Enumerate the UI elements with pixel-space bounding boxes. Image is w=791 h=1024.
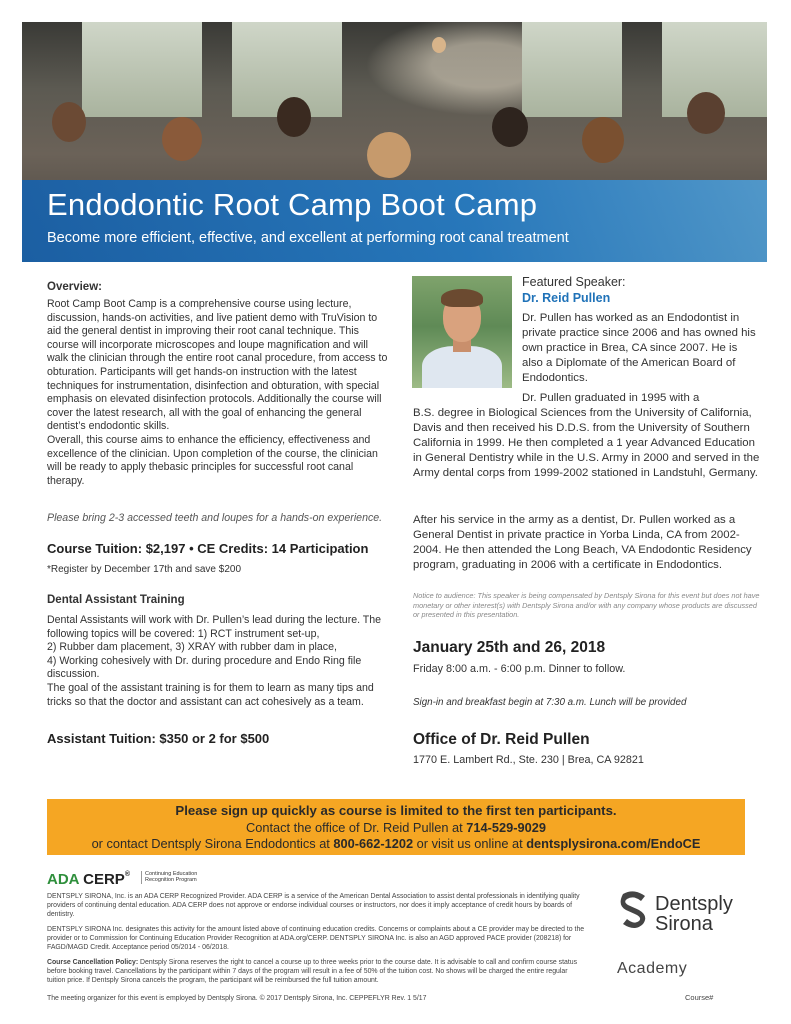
cerp-disclaimer: DENTSPLY SIRONA, Inc. is an ADA CERP Recognized Provider. ADA CERP is a service of the American Dental Association to assist dental professionals in identifying quality providers of continuing dental education. ADA CERP does not approve or endorse individual courses or instructors, nor does it imply acceptance of credit hours by boards of dentistry.: [47, 893, 580, 918]
office-phone[interactable]: 714-529-9029: [466, 819, 546, 835]
website-link[interactable]: dentsplysirona.com/EndoCE: [526, 836, 701, 851]
bring-note: Please bring 2-3 accessed teeth and loupes for a hands-on experience.: [47, 512, 383, 524]
speaker-notice: Notice to audience: This speaker is being compensated by Dentsply Sirona for this event but does not have monetary or other interest(s) with Dentsply Sirona and/or with any company whose products are discussed or presented in this presentation.: [413, 591, 760, 619]
ada-program-label: [141, 871, 197, 884]
attendee: [582, 117, 624, 163]
brand-name: [655, 894, 733, 934]
assistant-heading: Dental Assistant Training: [47, 594, 185, 606]
attendee: [687, 92, 725, 134]
overview-text: [47, 298, 392, 488]
speaker-bio-3: After his service in the army as a dentist, Dr. Pullen worked as a General Dentist in private practice in Yorba Linda, CA from 2002-2004. He then attended the Long Beach, VA Endodontic Residency program, graduating in 2006 with a certificate in Endodontics.: [413, 514, 752, 571]
speaker-bio-1: Dr. Pullen has worked as an Endodontist in private practice since 2006 and has owned his own practice in Brea, CA since 2007. He is also a Diplomate of the American Board of Endodontics.: [522, 312, 756, 384]
hero-banner: [22, 22, 767, 262]
ada-small-line-2: Recognition Program: [145, 877, 197, 884]
event-signin: Sign-in and breakfast begin at 7:30 a.m. Lunch will be provided: [413, 697, 687, 708]
registered-mark: ®: [124, 871, 130, 878]
brand-line-1: Dentsply: [655, 893, 733, 915]
academy-label: Academy: [617, 960, 688, 977]
event-venue: Office of Dr. Reid Pullen: [413, 731, 590, 748]
contact-text-3: or visit us online at: [413, 836, 527, 851]
attendee: [277, 97, 311, 137]
event-time: Friday 8:00 a.m. - 6:00 p.m. Dinner to follow.: [413, 663, 626, 675]
course-tuition: Course Tuition: $2,197 • CE Credits: 14 Participation: [47, 541, 369, 556]
speaker-bio-2b: B.S. degree in Biological Sciences from the University of California, Davis and then received his D.D.S. from the University of Southern California in 1999. He then completed a 1 year Advanced Education in General Dentistry while in the U.S. Army in 2000 and served in the Army dental corps from 1999-2002 stationed in Landstuhl, Germany.: [413, 407, 760, 479]
overview-body-2: Overall, this course aims to enhance the efficiency, effectiveness and excellence of the clinician. Upon completion of the course, the clinician will be ready to apply thebasic principles for successful root canal therapy.: [47, 433, 378, 487]
assistant-line-3: 4) Working cohesively with Dr. during procedure and Endo Ring file discussion.: [47, 654, 362, 681]
speaker-photo: [412, 276, 512, 388]
speaker-name: Dr. Reid Pullen: [522, 291, 611, 305]
event-address: 1770 E. Lambert Rd., Ste. 230 | Brea, CA 92821: [413, 754, 644, 766]
photo-hair: [441, 289, 483, 307]
ada-small-line-1: Continuing Education: [145, 871, 198, 877]
dentsply-sirona-logo: [617, 890, 767, 935]
assistant-line-2: 2) Rubber dam placement, 3) XRAY with rubber dam in place,: [47, 641, 337, 654]
event-date: January 25th and 26, 2018: [413, 639, 606, 656]
overview-body: Root Camp Boot Camp is a comprehensive course using lecture, discussion, hands-on activities, and live patient demo with TruVision to aid the general dentist in improving their root canal technique. This course will incorporate microscopes and loupe magnification and will walk the clinician through the entire root canal procedure, from access to obturation. Participants will get hands-on instruction with the latest techniques for instrumentation, disinfection and obturation, with special emphasis on elevated disinfection protocols. Additionally the course will cover the latest research, all with the goal of enhancing the general dentist’s endodontic skills.: [47, 298, 388, 433]
overview-heading: Overview:: [47, 281, 102, 293]
assistant-goal: The goal of the assistant training is for them to learn as many tips and tricks so that the doctor and assistant can act cohesively as a team.: [47, 681, 374, 708]
attendee: [162, 117, 202, 161]
endo-phone[interactable]: 800-662-1202: [333, 836, 414, 851]
dentsply-sirona-mark-icon: [617, 890, 651, 930]
photo-shirt: [422, 346, 502, 388]
speaker-label: Featured Speaker:: [522, 275, 626, 289]
assistant-intro: Dental Assistants will work with Dr. Pullen’s lead during the lecture. The following topics will be covered: 1) RCT instrument set-up,: [47, 614, 382, 640]
brand-line-2: Sirona: [655, 913, 713, 935]
cancellation-label: Course Cancellation Policy:: [47, 959, 139, 966]
window: [522, 22, 622, 117]
page-subtitle: Become more efficient, effective, and excellent at performing root canal treatment: [47, 230, 569, 246]
contact-line: [47, 820, 745, 837]
footer-note: The meeting organizer for this event is employed by Dentsply Sirona. © 2017 Dentsply Sirona, Inc. CEPPEFLYR Rev. 1 5/17: [47, 995, 427, 1002]
page-title: Endodontic Root Camp Boot Camp: [47, 187, 538, 222]
ada-cerp-logo: [47, 871, 130, 888]
signup-headline: Please sign up quickly as course is limited to the first ten participants.: [175, 803, 617, 818]
cerp-logo-text: CERP: [83, 871, 125, 888]
attendee: [367, 132, 411, 178]
speaker-bio-2a: Dr. Pullen graduated in 1995 with a: [522, 392, 700, 404]
cancellation-text: Dentsply Sirona reserves the right to cancel a course up to three weeks prior to the course date. It is advisable to call and confirm course status before booking travel. Cancellations by the participant within 7 days of the program will result in a fee of 50% of the tuition cost. No shows will be charged the entire regular tuition price. If Dentsply Sirona cancels the program, the participant will be reimbursed the full tuition amount.: [47, 959, 578, 984]
register-note: *Register by December 17th and save $200: [47, 564, 242, 575]
contact-text: Contact the office of Dr. Reid Pullen at: [246, 819, 467, 835]
assistant-text: [47, 614, 392, 709]
contact-line-2: [47, 836, 745, 853]
attendee: [492, 107, 528, 147]
signup-banner: [47, 799, 745, 855]
window: [82, 22, 202, 117]
contact-text-2: or contact Dentsply Sirona Endodontics at: [91, 836, 334, 851]
ada-logo-text: ADA: [47, 871, 79, 888]
course-number: Course#: [685, 993, 714, 1002]
attendee: [52, 102, 86, 142]
assistant-tuition: Assistant Tuition: $350 or 2 for $500: [47, 731, 270, 746]
ce-designation: DENTSPLY SIRONA Inc. designates this activity for the amount listed above of continuing education credits. Concerns or complaints about a CE provider may be directed to the provider or to Commission for Continuing Education Provider Recognition at ADA.org/CERP. DENTSPLY SIRONA Inc. is also an AGD approved PACE provider (208218) for FAGD/MAGD Credit. Acceptance period 05/2014 - 06/2018.: [47, 926, 585, 951]
cancellation-policy: [47, 958, 587, 985]
presenter: [432, 37, 446, 53]
